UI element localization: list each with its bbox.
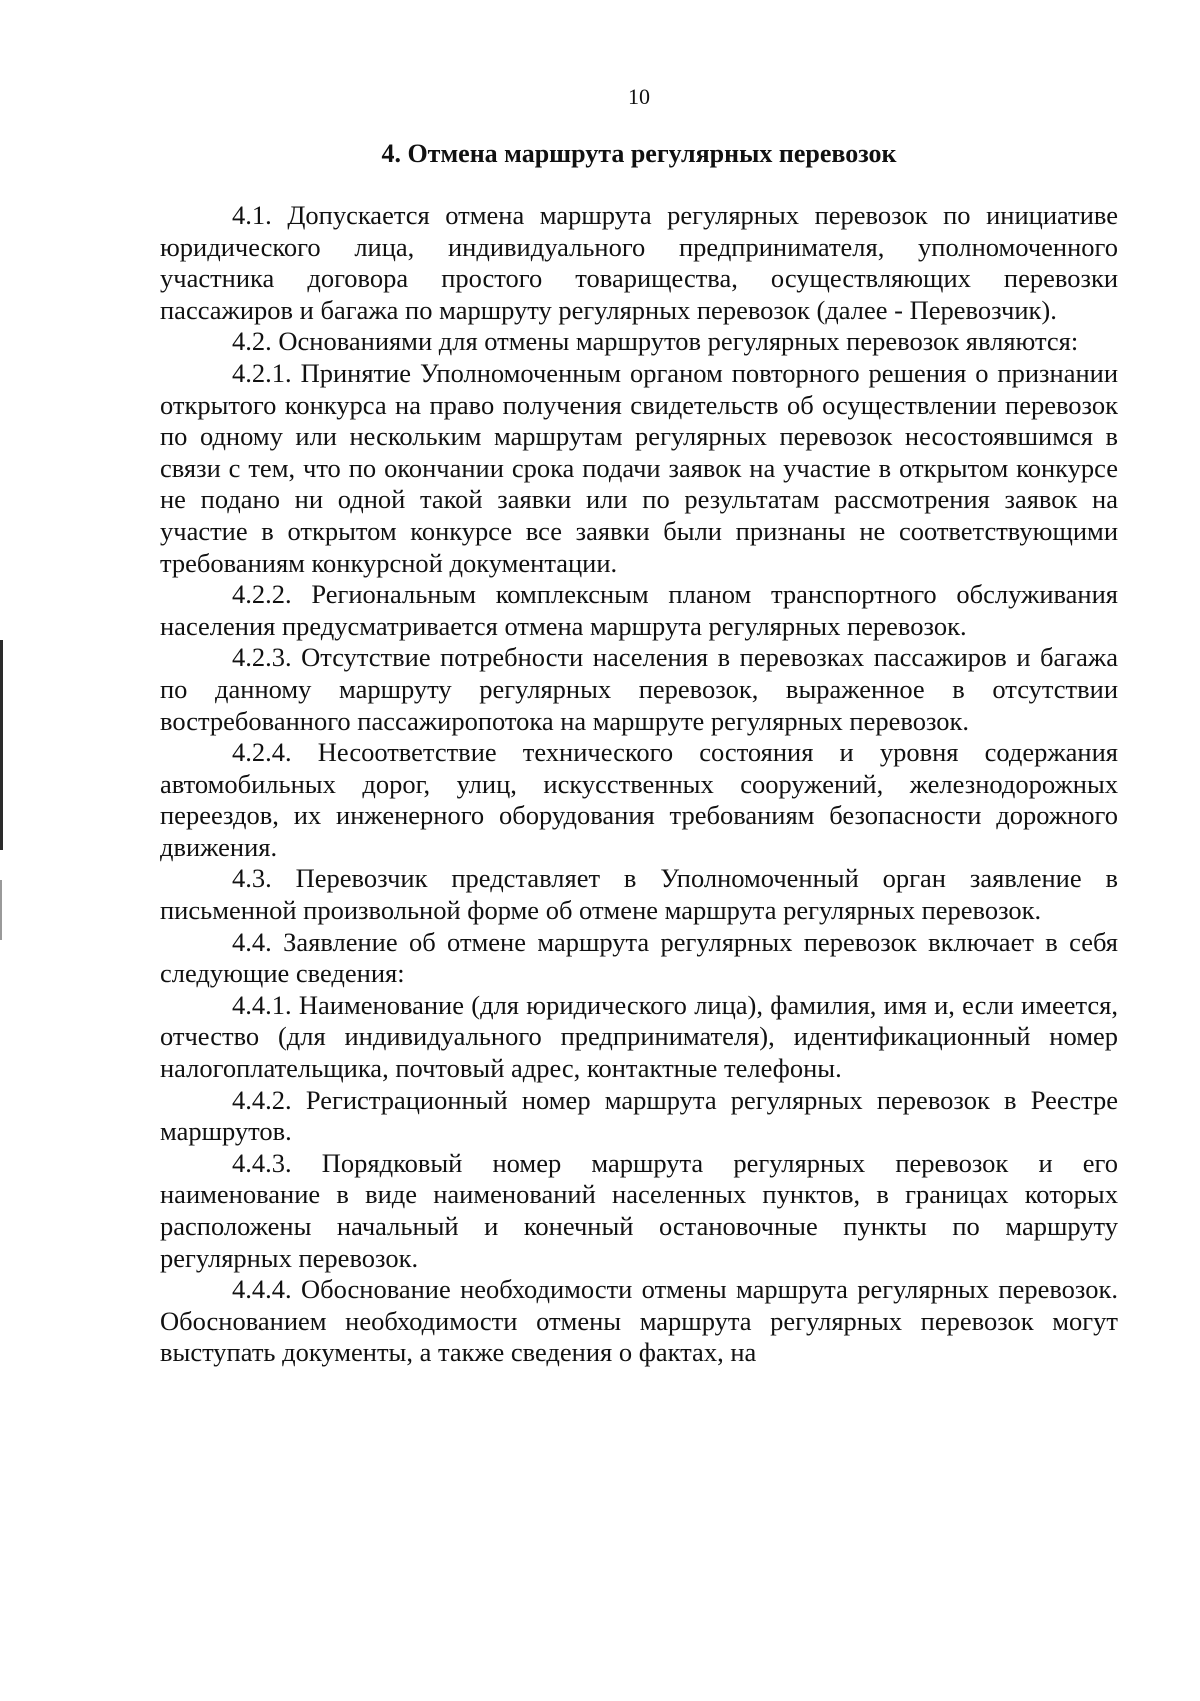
paragraph-4-2-1: 4.2.1. Принятие Уполномоченным органом повторного решения о признании открытого конкурса на право получения свидетельств об осуществлении перевозок по одному или нескольким маршрутам регулярных перевозок несостоявшимся в связи с тем, что по окончании срока подачи заявок на участие в открытом конкурсе не подано ни одной такой заявки или по результатам рассмотрения заявок на участие в открытом конкурсе все заявки были признаны не соответствующими требованиям конкурсной документации.	[160, 357, 1118, 578]
paragraph-4-2-4: 4.2.4. Несоответствие технического состояния и уровня содержания автомобильных дорог, улиц, искусственных сооружений, железнодорожных переездов, их инженерного оборудования требованиям безопасности дорожного движения.	[160, 737, 1118, 862]
paragraph-4-2: 4.2. Основаниями для отмены маршрутов регулярных перевозок являются:	[232, 326, 1079, 357]
paragraph-4-4: 4.4. Заявление об отмене маршрута регулярных перевозок включает в себя следующие сведения:	[160, 926, 1118, 989]
page-number: 10	[628, 84, 650, 109]
paragraph-4-4-2: 4.4.2. Регистрационный номер маршрута регулярных перевозок в Реестре маршрутов.	[160, 1084, 1118, 1147]
paragraph-4-2-2: 4.2.2. Региональным комплексным планом транспортного обслуживания населения предусматривается отмена маршрута регулярных перевозок.	[160, 579, 1118, 641]
section-title: 4. Отмена маршрута регулярных перевозок	[381, 139, 897, 168]
paragraph-4-4-4: 4.4.4. Обоснование необходимости отмены маршрута регулярных перевозок. Обоснованием необходимости отмены маршрута регулярных перевозок могут выступать документы, а также сведения о фактах, на	[160, 1274, 1118, 1368]
scan-edge-mark	[0, 640, 3, 850]
paragraph-4-4-1: 4.4.1. Наименование (для юридического лица), фамилия, имя и, если имеется, отчество (для индивидуального предпринимателя), идентификационный номер налогоплательщика, почтовый адрес, контактные телефоны.	[160, 989, 1118, 1084]
document-body	[160, 200, 1118, 1369]
paragraph-4-4-3: 4.4.3. Порядковый номер маршрута регулярных перевозок и его наименование в виде наименований населенных пунктов, в границах которых расположены начальный и конечный остановочные пункты по маршруту регулярных перевозок.	[160, 1147, 1118, 1273]
paragraph-4-2-3: 4.2.3. Отсутствие потребности населения в перевозках пассажиров и багажа по данному маршруту регулярных перевозок, выраженное в отсутствии востребованного пассажиропотока на маршруте регулярных перевозок.	[160, 642, 1118, 736]
paragraph-4-3: 4.3. Перевозчик представляет в Уполномоченный орган заявление в письменной произвольной форме об отмене маршрута регулярных перевозок.	[160, 863, 1118, 926]
scan-edge-mark-secondary	[0, 880, 2, 940]
paragraph-4-1: 4.1. Допускается отмена маршрута регулярных перевозок по инициативе юридического лица, индивидуального предпринимателя, уполномоченного участника договора простого товарищества, осуществляющих перевозки пассажиров и багажа по маршруту регулярных перевозок (далее - Перевозчик).	[160, 200, 1118, 325]
